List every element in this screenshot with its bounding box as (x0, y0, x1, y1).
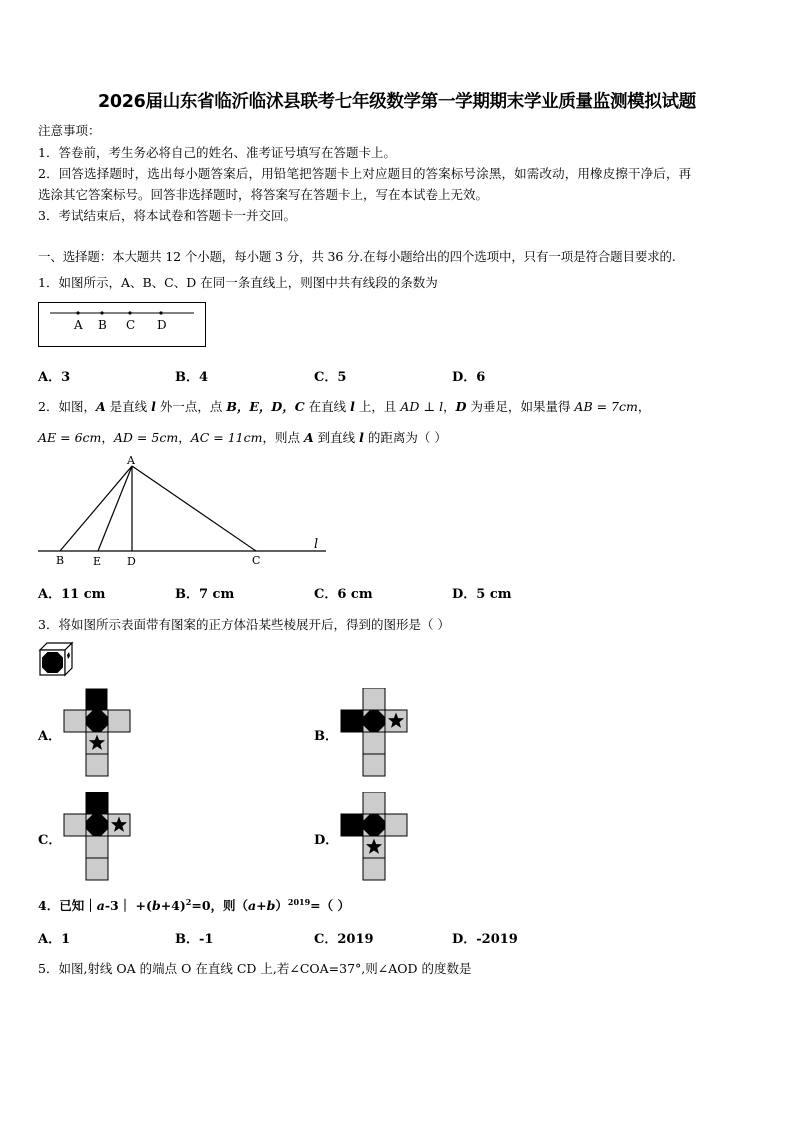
net-d-cell-2 (341, 814, 363, 836)
q2-segment-ac (132, 466, 256, 551)
q1-point-b (100, 311, 103, 314)
q2-stem-line2: AE = 6cm，AD = 5cm，AC = 11cm，则点 A 到直线 l 的距离为（ ） (38, 430, 447, 445)
q1-label-a: A (74, 318, 83, 332)
q1-label-c: C (126, 318, 136, 332)
q2-label-e: E (93, 555, 102, 568)
q2-label-l: l (314, 537, 319, 552)
q1-label-d: D (157, 318, 167, 332)
q3-cube-octagon (42, 652, 63, 673)
q2-segment-ae (98, 466, 132, 551)
net-c-octagon (87, 815, 108, 836)
q4-option-a: A．1 (38, 932, 71, 947)
net-c-cell-5 (86, 836, 108, 858)
q3-stem: 3．将如图所示表面带有图案的正方体沿某些棱展开后，得到的图形是（ ） (38, 617, 450, 632)
net-b-cell-1 (363, 688, 385, 710)
q4-option-d: D．-2019 (452, 932, 518, 947)
q3-net-a (62, 688, 132, 778)
q4-stem: 4．已知｜a-3｜ $+(b+4)^2=0$，则$(a+b)^{2019}=$（ ） (38, 896, 350, 913)
net-a-cell-2 (64, 710, 86, 732)
q4-option-c: C．2019 (314, 932, 374, 947)
q2-option-d: D．5 cm (452, 587, 512, 602)
net-d-cell-1 (363, 792, 385, 814)
q3-option-a-label: A． (38, 729, 62, 744)
q1-option-c: C．5 (314, 370, 347, 385)
q2-figure (30, 452, 340, 577)
q2-option-b: B．7 cm (175, 587, 235, 602)
q3-cube-figure (38, 641, 74, 677)
q2-label-c: C (252, 554, 261, 567)
q2-label-a: A (127, 454, 135, 467)
q3-net-c (62, 792, 132, 882)
q1-figure-frame (39, 303, 206, 347)
page-title: 2026届山东省临沂临沭县联考七年级数学第一学期期末学业质量监测模拟试题 (98, 92, 696, 112)
notice-heading: 注意事项： (38, 123, 101, 138)
notice-item-2-line2: 选涂其它答案标号。回答非选择题时，将答案写在答题卡上，写在本试卷上无效。 (38, 187, 489, 202)
notice-item-2-line1: 2．回答选择题时，选出每小题答案后，用铅笔把答题卡上对应题目的答案标号涂黑，如需改动，用橡皮擦干净后，再 (38, 166, 692, 181)
q2-segment-ab (60, 466, 132, 551)
q1-stem: 1．如图所示，A、B、C、D 在同一条直线上，则图中共有线段的条数为 (38, 275, 438, 290)
q1-option-d: D．6 (452, 370, 486, 385)
net-b-cell-2 (341, 710, 363, 732)
net-b-cell-6 (363, 754, 385, 776)
section-heading: 一、选择题：本大题共 12 个小题，每小题 3 分，共 36 分.在每小题给出的四个选项中，只有一项是符合题目要求的. (38, 249, 676, 264)
q2-label-d: D (127, 555, 136, 568)
q1-figure (38, 302, 206, 347)
net-c-cell-2 (64, 814, 86, 836)
q3-net-d (339, 792, 409, 882)
q1-label-b: B (98, 318, 107, 332)
net-b-cell-5 (363, 732, 385, 754)
net-c-cell-6 (86, 858, 108, 880)
q1-point-d (159, 311, 162, 314)
net-c-cell-1 (86, 792, 108, 814)
q2-label-b: B (56, 554, 65, 567)
q2-stem-line1: 2．如图，A 是直线 l 外一点，点 B，E，D，C 在直线 l 上，且 AD ⊥ l，D 为垂足，如果量得 AB = 7cm， (38, 399, 651, 414)
q1-point-c (128, 311, 131, 314)
q1-point-a (76, 311, 79, 314)
net-d-cell-6 (363, 858, 385, 880)
q4-option-b: B．-1 (175, 932, 214, 947)
q3-option-d-label: D． (314, 833, 339, 848)
net-d-octagon (364, 815, 385, 836)
net-d-cell-4 (385, 814, 407, 836)
q3-net-b (339, 688, 409, 778)
q1-option-a: A．3 (38, 370, 71, 385)
net-b-octagon (364, 711, 385, 732)
net-a-cell-4 (108, 710, 130, 732)
net-a-octagon (87, 711, 108, 732)
q2-option-c: C．6 cm (314, 587, 373, 602)
q1-option-b: B．4 (175, 370, 209, 385)
q3-option-b-label: B． (314, 729, 338, 744)
notice-item-1: 1．答卷前，考生务必将自己的姓名、准考证号填写在答题卡上。 (38, 145, 396, 160)
net-a-cell-6 (86, 754, 108, 776)
q2-option-a: A．11 cm (38, 587, 106, 602)
notice-item-3: 3．考试结束后，将本试卷和答题卡一并交回。 (38, 208, 296, 223)
q5-stem: 5．如图,射线 OA 的端点 O 在直线 CD 上,若∠COA=37°,则∠AOD 的度数是 (38, 961, 472, 976)
q3-option-c-label: C． (38, 833, 62, 848)
net-a-cell-1 (86, 689, 107, 710)
